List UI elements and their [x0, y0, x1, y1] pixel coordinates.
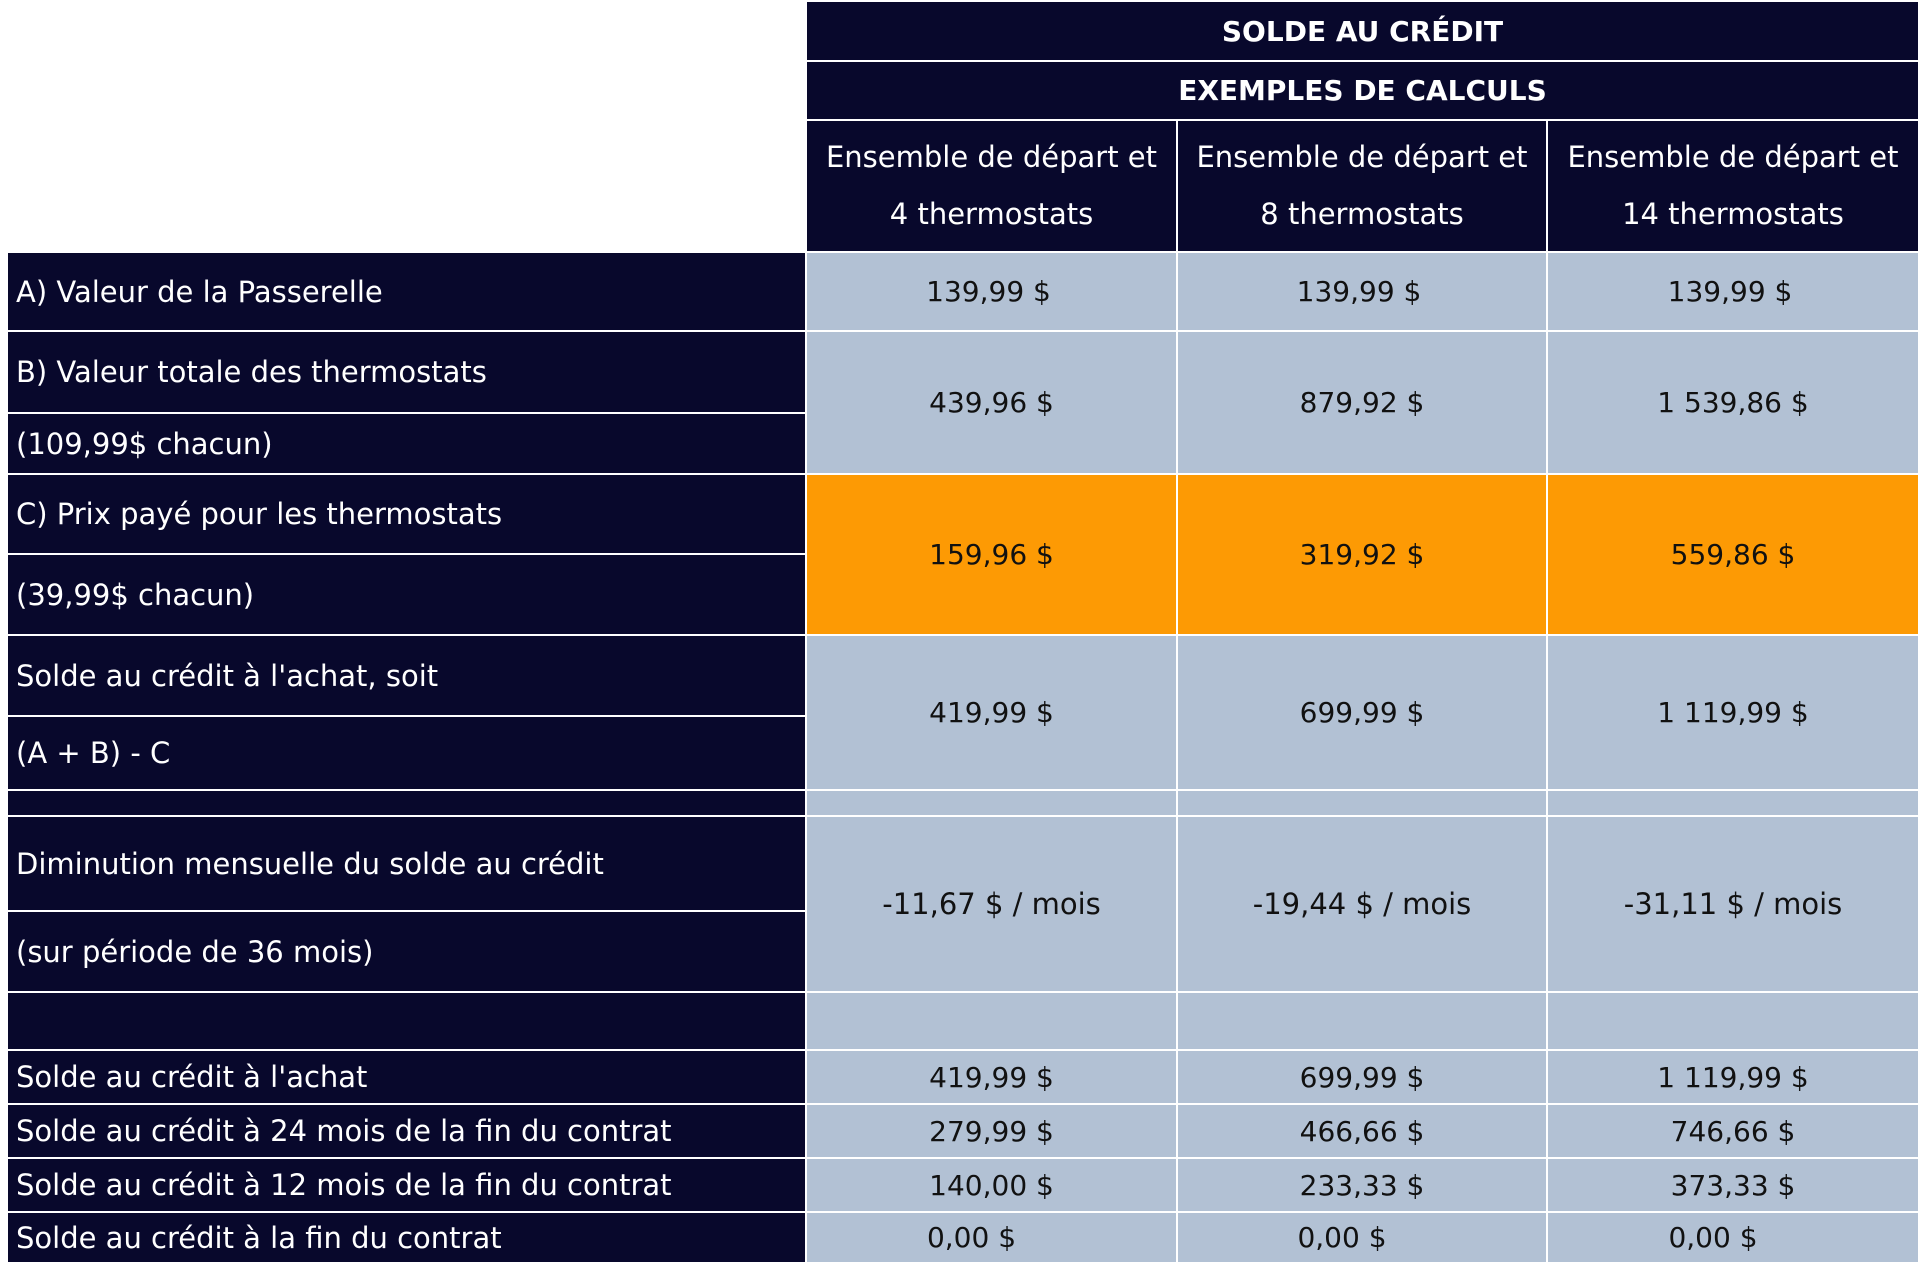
row-label-balance-purchase: Solde au crédit à l'achat — [8, 1051, 805, 1103]
table-cell: 233,33 $ — [1178, 1159, 1546, 1211]
row-label-monthly-decrease: Diminution mensuelle du solde au crédit — [8, 817, 805, 910]
row-label-monthly-period: (sur période de 36 mois) — [8, 912, 805, 991]
table-cell: 699,99 $ — [1178, 1051, 1546, 1103]
column-header-line: Ensemble de départ et — [1567, 140, 1899, 174]
table-cell: 419,99 $ — [807, 636, 1176, 789]
table-cell: 746,66 $ — [1548, 1105, 1918, 1157]
spacer-cell — [1548, 791, 1918, 815]
row-label-credit-balance: Solde au crédit à l'achat, soit — [8, 636, 805, 715]
row-label-thermostats-value: B) Valeur totale des thermostats — [8, 332, 805, 412]
row-label-balance-12-months: Solde au crédit à 12 mois de la fin du contrat — [8, 1159, 805, 1211]
table-cell: 699,99 $ — [1178, 636, 1546, 789]
table-cell: 140,00 $ — [807, 1159, 1176, 1211]
row-label-price-paid-unit: (39,99$ chacun) — [8, 555, 805, 634]
table-cell: 279,99 $ — [807, 1105, 1176, 1157]
column-header-4-thermostats — [807, 121, 1176, 251]
column-header-line: 14 thermostats — [1622, 197, 1844, 231]
spacer-cell — [807, 993, 1176, 1049]
table-subtitle: EXEMPLES DE CALCULS — [807, 62, 1918, 119]
row-label-balance-end: Solde au crédit à la fin du contrat — [8, 1213, 805, 1262]
spacer-row — [8, 791, 805, 815]
table-cell: 139,99 $ — [1178, 253, 1546, 330]
table-cell-highlighted: 319,92 $ — [1178, 475, 1546, 634]
column-header-line: Ensemble de départ et — [1196, 140, 1528, 174]
table-cell: 1 119,99 $ — [1548, 636, 1918, 789]
row-label-passerelle: A) Valeur de la Passerelle — [8, 253, 805, 330]
spacer-cell — [1548, 993, 1918, 1049]
table-cell: 1 119,99 $ — [1548, 1051, 1918, 1103]
table-cell: 0,00 $ — [1178, 1213, 1546, 1262]
table-cell: 139,99 $ — [1548, 253, 1918, 330]
table-cell: -19,44 $ / mois — [1178, 817, 1546, 991]
table-cell-highlighted: 559,86 $ — [1548, 475, 1918, 634]
table-cell: 879,92 $ — [1178, 332, 1546, 473]
column-header-line: 4 thermostats — [889, 197, 1094, 231]
column-header-14-thermostats — [1548, 121, 1918, 251]
table-cell: 439,96 $ — [807, 332, 1176, 473]
column-header-line: Ensemble de départ et — [825, 140, 1158, 174]
table-cell: 373,33 $ — [1548, 1159, 1918, 1211]
spacer-cell — [1178, 791, 1546, 815]
table-cell: -11,67 $ / mois — [807, 817, 1176, 991]
row-label-balance-24-months: Solde au crédit à 24 mois de la fin du contrat — [8, 1105, 805, 1157]
spacer-cell — [1178, 993, 1546, 1049]
table-cell-highlighted: 159,96 $ — [807, 475, 1176, 634]
table-cell: 139,99 $ — [807, 253, 1176, 330]
row-label-thermostats-unit-price: (109,99$ chacun) — [8, 414, 805, 473]
spacer-cell — [807, 791, 1176, 815]
column-header-8-thermostats — [1178, 121, 1546, 251]
table-cell: 1 539,86 $ — [1548, 332, 1918, 473]
row-label-credit-formula: (A + B) - C — [8, 717, 805, 789]
table-cell: 419,99 $ — [807, 1051, 1176, 1103]
table-cell: 0,00 $ — [807, 1213, 1176, 1262]
spacer-row — [8, 993, 805, 1049]
table-cell: 466,66 $ — [1178, 1105, 1546, 1157]
column-header-line: 8 thermostats — [1260, 197, 1464, 231]
table-cell: -31,11 $ / mois — [1548, 817, 1918, 991]
table-title: SOLDE AU CRÉDIT — [807, 2, 1918, 60]
table-cell: 0,00 $ — [1548, 1213, 1918, 1262]
row-label-price-paid: C) Prix payé pour les thermostats — [8, 475, 805, 553]
